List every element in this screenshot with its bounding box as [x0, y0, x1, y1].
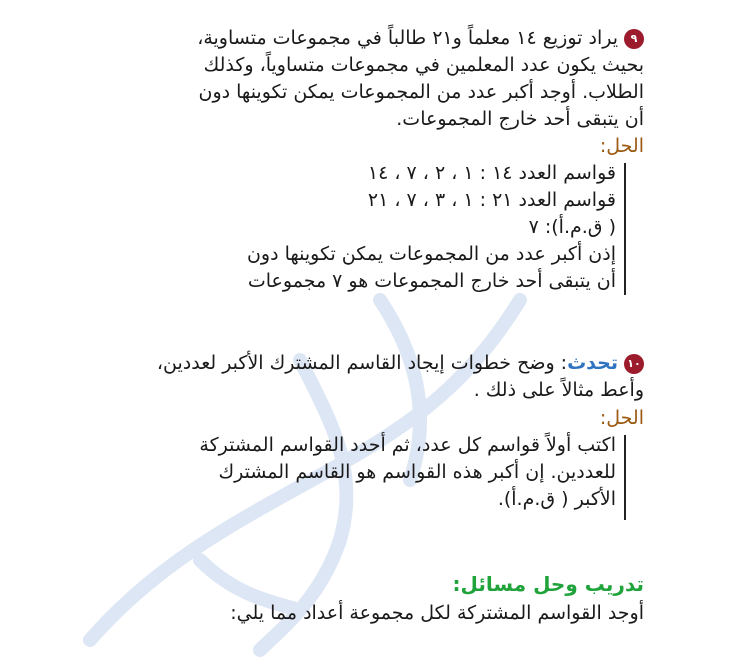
- solution-10-line-1: اكتب أولاً قواسم كل عدد، ثم أحدد القواسم المشتركة: [199, 434, 616, 456]
- solution-9-line-1: قواسم العدد ١٤ : ١ ، ٢ ، ٧ ، ١٤: [367, 162, 616, 184]
- question-number-badge: ١٠: [624, 354, 644, 374]
- question-9: [84, 25, 644, 133]
- solution-9: [247, 160, 616, 295]
- solution-10-line-2: للعددين. إن أكبر هذه القواسم هو القاسم المشترك: [218, 461, 616, 483]
- solution-10: [199, 432, 616, 513]
- practice-instruction: أوجد القواسم المشتركة لكل مجموعة أعداد مما يلي:: [230, 602, 644, 624]
- question-number-badge: ٩: [624, 29, 644, 49]
- solution-bar-9: [624, 163, 626, 295]
- solution-label-10: الحل:: [599, 407, 644, 429]
- solution-9-line-4: إذن أكبر عدد من المجموعات يمكن تكوينها دون: [246, 243, 616, 265]
- talk-label: تحدث: [567, 352, 618, 374]
- solution-10-line-3: الأكبر ( ق.م.أ).: [497, 488, 616, 510]
- question-9-line-4: أن يتبقى أحد خارج المجموعات.: [396, 108, 644, 130]
- question-10-text-1: : وضح خطوات إيجاد القاسم المشترك الأكبر لعددين،: [156, 352, 568, 374]
- solution-bar-10: [624, 435, 626, 520]
- question-9-text-1: يراد توزيع ١٤ معلماً و٢١ طالباً في مجموعات متساوية،: [197, 27, 618, 49]
- question-10: [84, 350, 644, 404]
- solution-9-line-3: ( ق.م.أ): ٧: [528, 216, 616, 238]
- question-10-line-1: [84, 350, 644, 377]
- practice-title: تدريب وحل مسائل:: [452, 572, 644, 596]
- question-9-line-1: [84, 25, 644, 52]
- question-10-line-2: وأعط مثالاً على ذلك .: [473, 379, 644, 401]
- question-9-line-3: الطلاب. أوجد أكبر عدد من المجموعات يمكن تكوينها دون: [198, 81, 644, 103]
- solution-label-9: الحل:: [599, 135, 644, 157]
- solution-9-line-2: قواسم العدد ٢١ : ١ ، ٣ ، ٧ ، ٢١: [367, 189, 616, 211]
- solution-9-line-5: أن يتبقى أحد خارج المجموعات هو ٧ مجموعات: [247, 270, 616, 292]
- question-9-line-2: بحيث يكون عدد المعلمين في مجموعات متساوياً، وكذلك: [203, 54, 644, 76]
